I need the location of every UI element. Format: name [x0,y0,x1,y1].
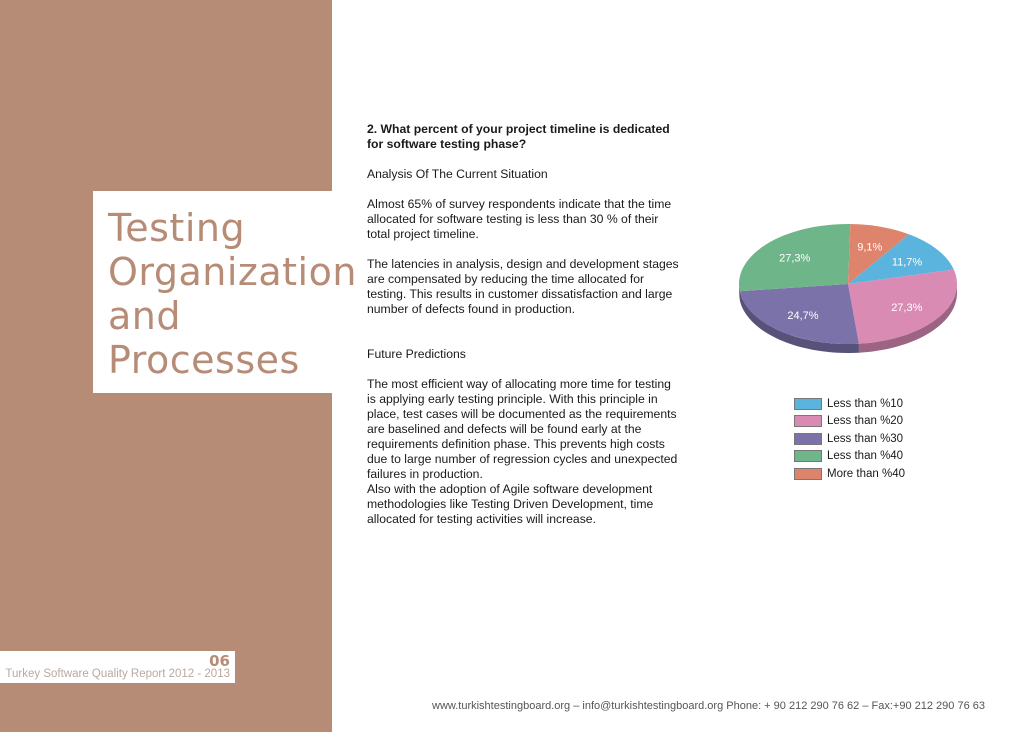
legend-swatch [794,398,822,410]
pie-data-label: 24,7% [787,309,819,322]
pie-chart [735,220,965,370]
legend-label: Less than %30 [827,432,904,445]
pie-data-label: 9,1% [857,241,883,254]
legend-item [794,448,905,466]
legend-item [794,395,905,413]
analysis-paragraph: The latencies in analysis, design and development stages are compensated by reducing the time allocated for testing. This results in customer dissatisfaction and large number of defects found in production. [367,257,679,316]
page-footer-box [0,651,235,683]
title-line: Processes [108,338,300,382]
page-number: 06 [209,652,230,670]
pie-data-label: 11,7% [891,256,923,269]
main-content [367,122,679,527]
analysis-heading: Analysis Of The Current Situation [367,167,548,181]
legend-item [794,413,905,431]
report-name: Turkey Software Quality Report 2012 - 2013 [5,668,230,680]
legend-swatch [794,468,822,480]
future-paragraph: Also with the adoption of Agile software development methodologies like Testing Driven Development, time allocated for testing activities will increase. [367,482,654,526]
legend-label: Less than %20 [827,415,904,428]
question-heading: 2. What percent of your project timeline is dedicated for software testing phase? [367,122,670,151]
legend-item [794,430,905,448]
legend-item [794,465,905,483]
future-heading: Future Predictions [367,347,466,361]
contact-info: www.turkishtestingboard.org – info@turkishtestingboard.org Phone: + 90 212 290 76 62 – Fax:+90 212 290 76 63 [432,700,985,712]
legend-swatch [794,450,822,462]
legend-label: More than %40 [827,467,905,480]
analysis-paragraph: Almost 65% of survey respondents indicate that the time allocated for software testing is less than 30 % of their total project timeline. [367,197,672,241]
pie-data-label: 27,3% [891,301,923,314]
legend-swatch [794,415,822,427]
legend-label: Less than %10 [827,397,904,410]
pie-data-label: 27,3% [779,252,811,265]
legend-label: Less than %40 [827,450,904,463]
title-line: and [108,294,181,338]
legend-swatch [794,433,822,445]
title-line: Testing [108,206,246,250]
future-paragraph: The most efficient way of allocating more time for testing is applying early testing principle. With this principle in place, test cases will be documented as the requirements are baselined and defects will be found early at the requirements definition phase. This prevents high costs due to large number of regression cycles and unexpected failures in production. [367,377,678,481]
section-title [108,206,357,382]
chart-legend [794,395,905,483]
title-line: Organization [108,250,357,294]
